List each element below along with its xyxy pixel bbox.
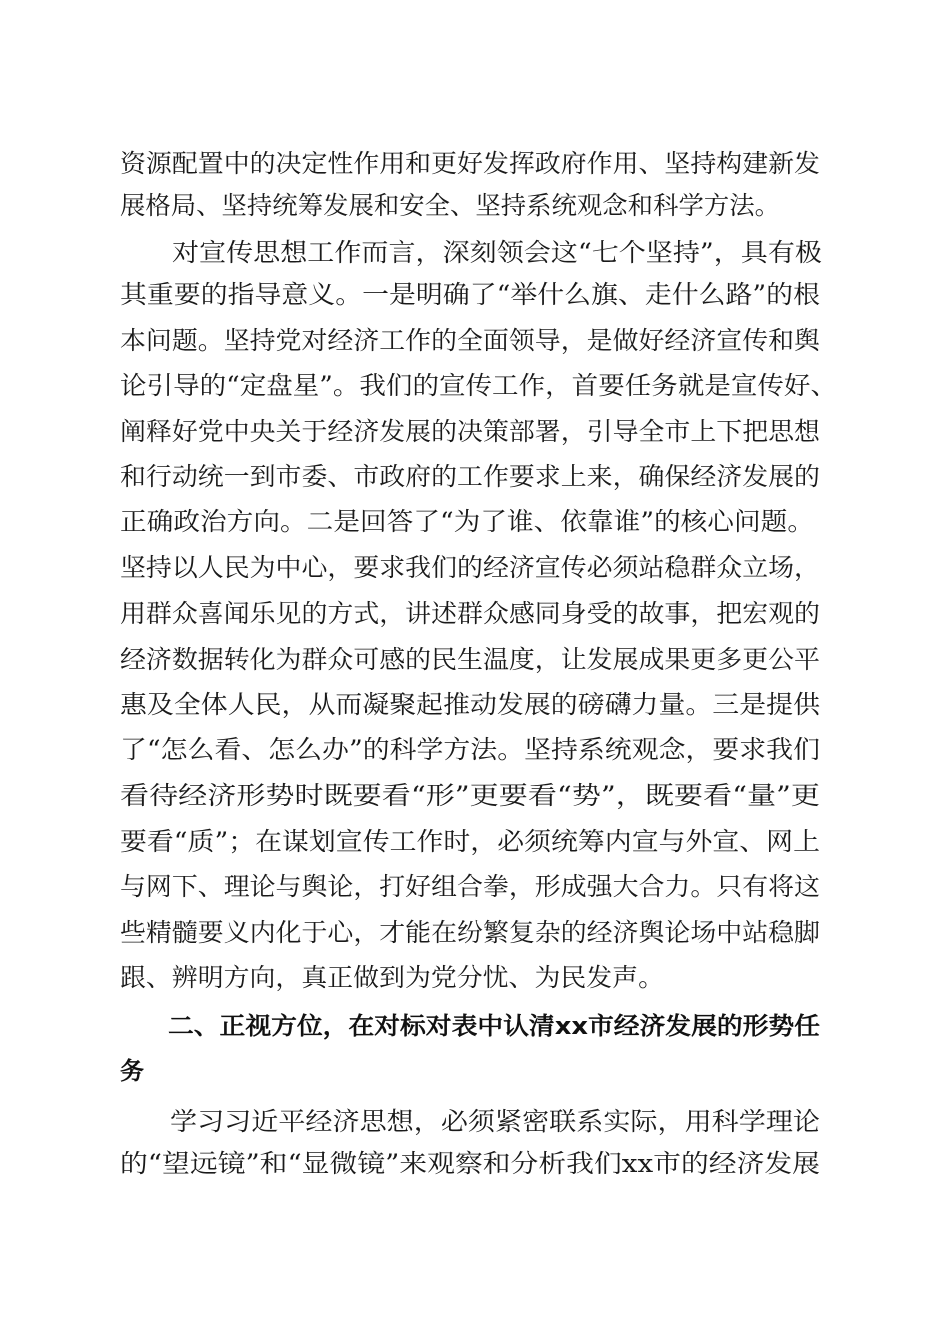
line-text: 正确政治方向。二是回答了“为了谁、依靠谁”的核心问题。 [120, 507, 814, 536]
line-text: 要看“质”；在谋划宣传工作时，必须统筹内宣与外宣、网上 [120, 827, 820, 856]
line-text: 些精髓要义内化于心，才能在纷繁复杂的经济舆论场中站稳脚 [120, 918, 820, 947]
body-text-line [0, 275, 950, 315]
body-text-line [0, 913, 950, 953]
body-text-line [0, 233, 950, 273]
line-text: 论引导的“定盘星”。我们的宣传工作，首要任务就是宣传好、 [120, 371, 837, 400]
line-text: 对宣传思想工作而言，深刻领会这“七个坚持”，具有极 [172, 238, 822, 267]
body-text-line [0, 548, 950, 588]
line-text: 本问题。坚持党对经济工作的全面领导，是做好经济宣传和舆 [120, 326, 820, 355]
line-text: 学习习近平经济思想，必须紧密联系实际，用科学理论 [170, 1107, 820, 1136]
body-text-line [0, 776, 950, 816]
body-text-line [0, 457, 950, 497]
body-text-line [0, 958, 950, 998]
line-text: 经济数据转化为群众可感的民生温度，让发展成果更多更公平 [120, 645, 820, 674]
line-text: 惠及全体人民，从而凝聚起推动发展的磅礴力量。三是提供 [120, 690, 820, 719]
line-text: 与网下、理论与舆论，打好组合拳，形成强大合力。只有将这 [120, 872, 820, 901]
body-text-line [0, 594, 950, 634]
section-heading-text: 二、正视方位，在对标对表中认清xx市经济发展的形势任 [168, 1012, 820, 1040]
body-text-line [0, 412, 950, 452]
body-text-line [0, 640, 950, 680]
body-text-line [0, 867, 950, 907]
line-text: 阐释好党中央关于经济发展的决策部署，引导全市上下把思想 [120, 417, 820, 446]
body-text-line [0, 144, 950, 184]
line-text: 了“怎么看、怎么办”的科学方法。坚持系统观念，要求我们 [120, 735, 820, 764]
body-text-line [0, 502, 950, 542]
line-text: 资源配置中的决定性作用和更好发挥政府作用、坚持构建新发 [120, 149, 820, 178]
line-text: 用群众喜闻乐见的方式，讲述群众感同身受的故事，把宏观的 [120, 599, 820, 628]
line-text: 和行动统一到市委、市政府的工作要求上来，确保经济发展的 [120, 462, 820, 491]
line-text: 跟、辨明方向，真正做到为党分忧、为民发声。 [120, 963, 664, 992]
section-heading-line [0, 1051, 950, 1091]
body-text-line [0, 1102, 950, 1142]
body-text-line [0, 186, 950, 226]
body-text-line [0, 366, 950, 406]
line-text: 看待经济形势时既要看“形”更要看“势”，既要看“量”更 [120, 781, 820, 810]
body-text-line [0, 321, 950, 361]
body-text-line [0, 1144, 950, 1184]
body-text-line [0, 822, 950, 862]
line-text: 坚持以人民为中心，要求我们的经济宣传必须站稳群众立场， [120, 553, 820, 582]
line-text: 的“望远镜”和“显微镜”来观察和分析我们xx市的经济发展 [120, 1149, 820, 1178]
section-heading-text: 务 [120, 1057, 144, 1085]
line-text: 其重要的指导意义。一是明确了“举什么旗、走什么路”的根 [120, 280, 820, 309]
body-text-line [0, 685, 950, 725]
body-text-line [0, 730, 950, 770]
section-heading-line [0, 1006, 950, 1046]
line-text: 展格局、坚持统筹发展和安全、坚持系统观念和科学方法。 [120, 191, 780, 220]
